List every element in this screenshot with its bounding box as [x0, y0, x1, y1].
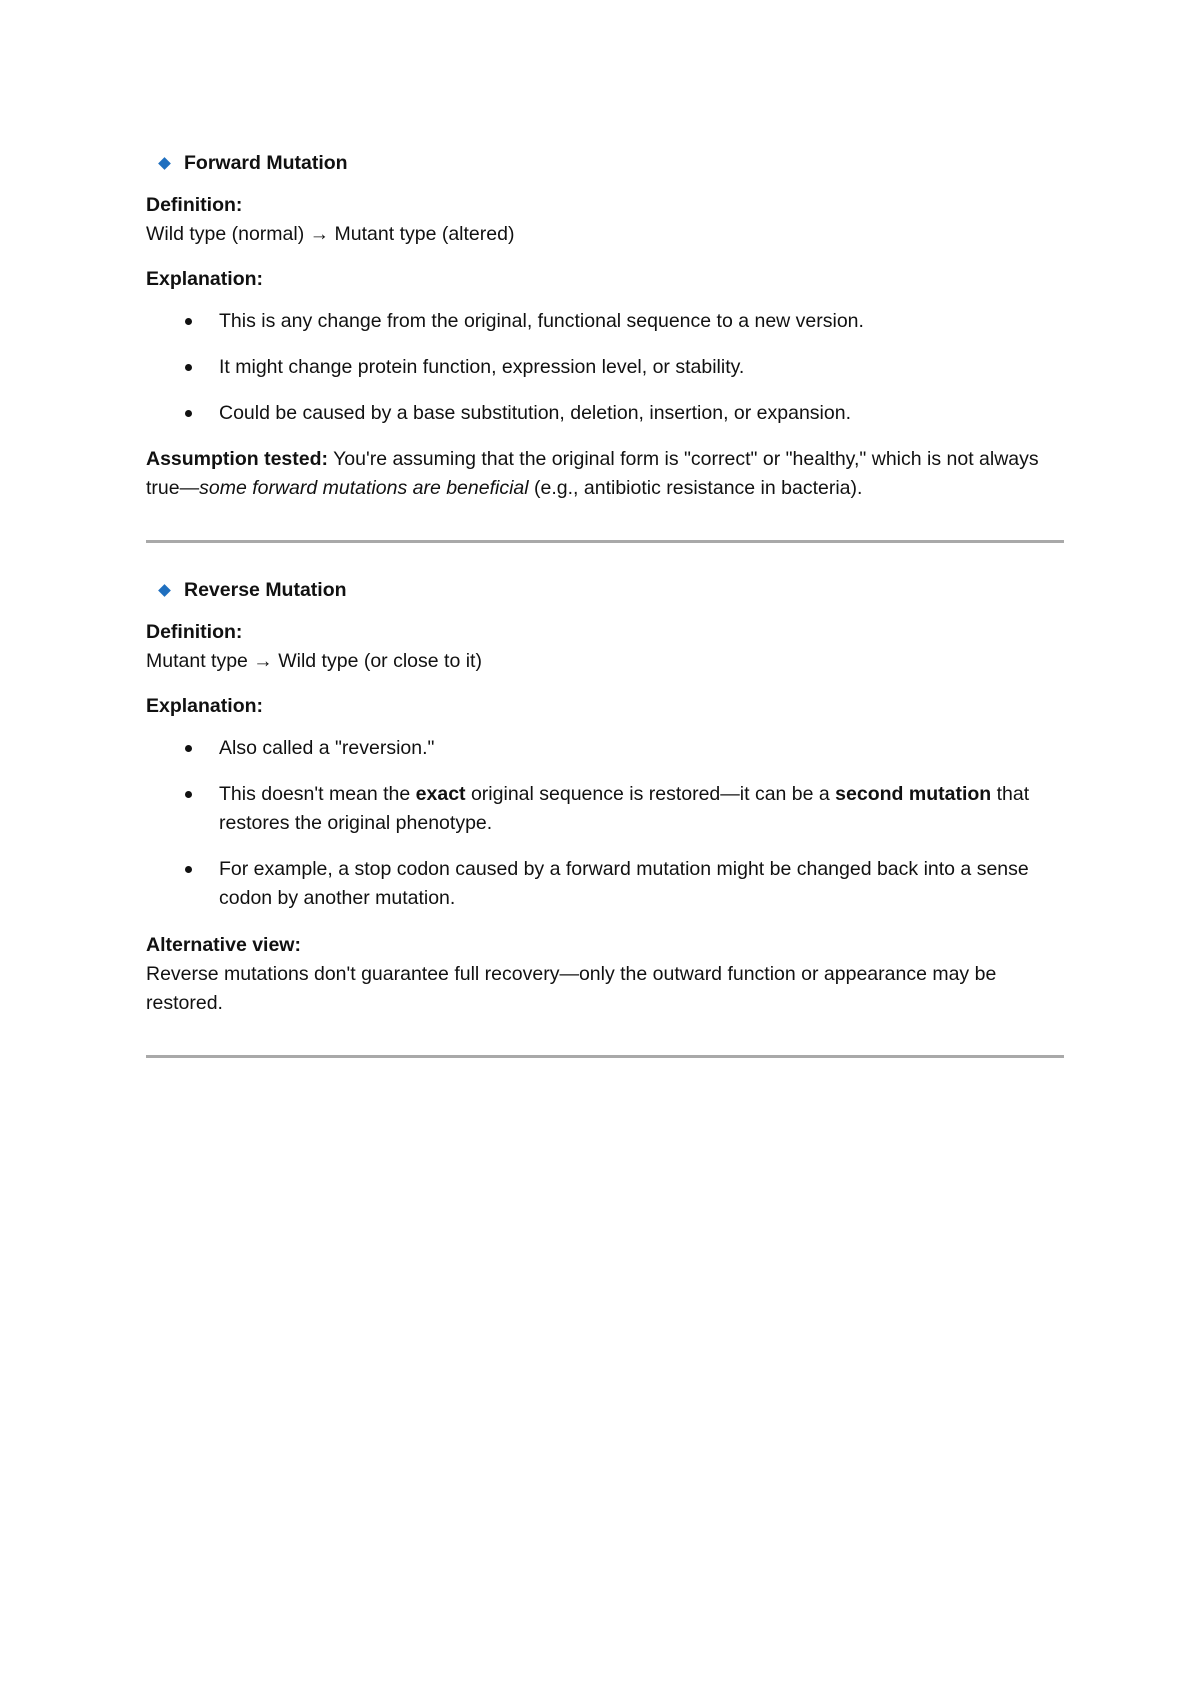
- definition-block: [146, 190, 1064, 249]
- list-item-text: original sequence is restored—it can be a: [465, 783, 836, 805]
- assumption-paragraph: [146, 445, 1064, 503]
- definition-text: Mutant type → Wild type (or close to it): [146, 650, 482, 672]
- section-title: Reverse Mutation: [184, 579, 347, 601]
- list-item-text: This is any change from the original, functional sequence to a new version.: [219, 310, 864, 332]
- list-item-text: For example, a stop codon caused by a forward mutation might be changed back into a sense codon by another mutation.: [219, 858, 1029, 909]
- horizontal-divider: [146, 540, 1064, 543]
- list-item: [146, 734, 1064, 763]
- section-heading: [154, 150, 1064, 176]
- list-item-text: that restores the original phenotype.: [219, 783, 1030, 834]
- horizontal-divider: [146, 1055, 1064, 1058]
- list-item: [146, 353, 1064, 382]
- emphasis-second-mutation: second mutation: [835, 783, 992, 805]
- explanation-label: Explanation:: [146, 695, 264, 717]
- list-item: [146, 307, 1064, 336]
- assumption-text-end: (e.g., antibiotic resistance in bacteria).: [528, 477, 863, 499]
- alternative-view-text: Reverse mutations don't guarantee full recovery—only the outward function or appearance may be restored.: [146, 963, 997, 1014]
- bullet-dot-icon: [185, 866, 192, 873]
- list-item-text: It might change protein function, expression level, or stability.: [219, 356, 745, 378]
- list-item-text: Also called a "reversion.": [219, 737, 435, 759]
- emphasis-exact: exact: [415, 783, 466, 805]
- explanation-list: [146, 734, 1064, 913]
- list-item: [146, 780, 1064, 838]
- alternative-view-label: Alternative view:: [146, 934, 301, 956]
- definition-block: [146, 617, 1064, 676]
- bullet-dot-icon: [185, 410, 192, 417]
- definition-label: Definition:: [146, 194, 243, 216]
- section-forward-mutation: [146, 150, 1064, 503]
- assumption-text: You're assuming that the original form is "correct" or "healthy," which is not always true—: [146, 448, 1039, 499]
- list-item-text: Could be caused by a base substitution, deletion, insertion, or expansion.: [219, 402, 851, 424]
- list-item: [146, 855, 1064, 913]
- definition-label: Definition:: [146, 621, 243, 643]
- bullet-dot-icon: [185, 318, 192, 325]
- section-heading: [154, 577, 1064, 603]
- assumption-emphasis: some forward mutations are beneficial: [199, 477, 529, 499]
- explanation-label: Explanation:: [146, 268, 264, 290]
- assumption-label: Assumption tested:: [146, 448, 329, 470]
- list-item: [146, 399, 1064, 428]
- definition-text: Wild type (normal) → Mutant type (altered): [146, 223, 515, 245]
- list-item-text: This doesn't mean the: [219, 783, 416, 805]
- bullet-dot-icon: [185, 791, 192, 798]
- diamond-bullet-icon: [158, 584, 171, 597]
- diamond-bullet-icon: [158, 157, 171, 170]
- section-reverse-mutation: [146, 577, 1064, 1018]
- alternative-view-block: [146, 930, 1064, 1018]
- explanation-list: [146, 307, 1064, 428]
- bullet-dot-icon: [185, 364, 192, 371]
- section-title: Forward Mutation: [184, 152, 348, 174]
- bullet-dot-icon: [185, 745, 192, 752]
